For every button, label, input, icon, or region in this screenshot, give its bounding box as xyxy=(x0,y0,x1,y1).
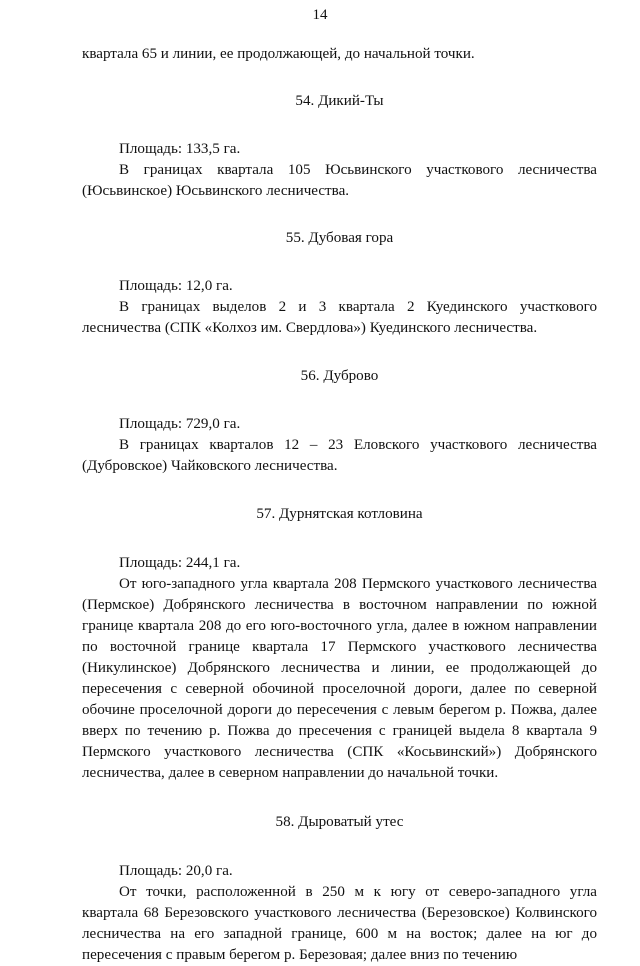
section-description: В границах выделов 2 и 3 квартала 2 Куединского участкового лесничества (СПК «Колхоз им. Свердлова») Куединского лесничества. xyxy=(82,299,597,336)
section-description: В границах кварталов 12 – 23 Еловского участкового лесничества (Дубровское) Чайковского лесничества. xyxy=(82,437,597,474)
section-area: Площадь: 729,0 га. xyxy=(119,416,241,432)
section-area: Площадь: 20,0 га. xyxy=(119,863,233,879)
section-area: Площадь: 12,0 га. xyxy=(119,278,233,294)
section-title: 58. Дыроватый утес xyxy=(275,814,404,830)
spacer xyxy=(82,202,597,228)
spacer xyxy=(82,112,597,139)
section-description: В границах квартала 105 Юсьвинского участкового лесничества (Юсьвинское) Юсьвинского лесничества. xyxy=(82,162,597,199)
section-title: 56. Дуброво xyxy=(300,368,379,384)
page-number: 14 xyxy=(312,7,328,23)
spacer xyxy=(82,477,597,504)
section-title: 55. Дубовая гора xyxy=(285,230,394,246)
spacer xyxy=(82,339,597,366)
section-area: Площадь: 133,5 га. xyxy=(119,141,241,157)
spacer xyxy=(82,525,597,553)
spacer xyxy=(82,833,597,861)
section-title: 57. Дурнятская котловина xyxy=(256,506,423,522)
section-description: От юго-западного угла квартала 208 Пермского участкового лесничества (Пермское) Добрянского лесничества в восточном направлении по южной границе квартала 208 до его юго-восточного угла, далее в южном направлении по восточной границе квартала 17 Пермского участкового лесничества (Никулинское) Добрянского лесничества и линии, ее продолжающей до пересечения с северной обочиной проселочной дороги, далее по северной обочине проселочной дороги до пересечения с левым берегом р. Пожва, далее вверх по течению р. Пожва до пресечения с границей выдела 8 квартала 9 Пермского участкового лесничества (СПК «Косьвинский») Добрянского лесничества, далее в северном направлении до начальной точки. xyxy=(82,576,597,781)
section-description: От точки, расположенной в 250 м к югу от северо-западного угла квартала 68 Березовского участкового лесничества (Березовское) Колвинского лесничества на его западной границе, 600 м на восток; далее на юг до пересечения с правым берегом р. Березовая; далее вниз по течению xyxy=(82,884,597,963)
section-area: Площадь: 244,1 га. xyxy=(119,555,241,571)
section-title: 54. Дикий-Ты xyxy=(295,93,384,109)
document-body xyxy=(82,44,597,966)
spacer xyxy=(82,65,597,91)
spacer xyxy=(82,249,597,276)
spacer xyxy=(82,784,597,812)
continuation-text: квартала 65 и линии, ее продолжающей, до начальной точки. xyxy=(82,46,475,62)
spacer xyxy=(82,387,597,414)
